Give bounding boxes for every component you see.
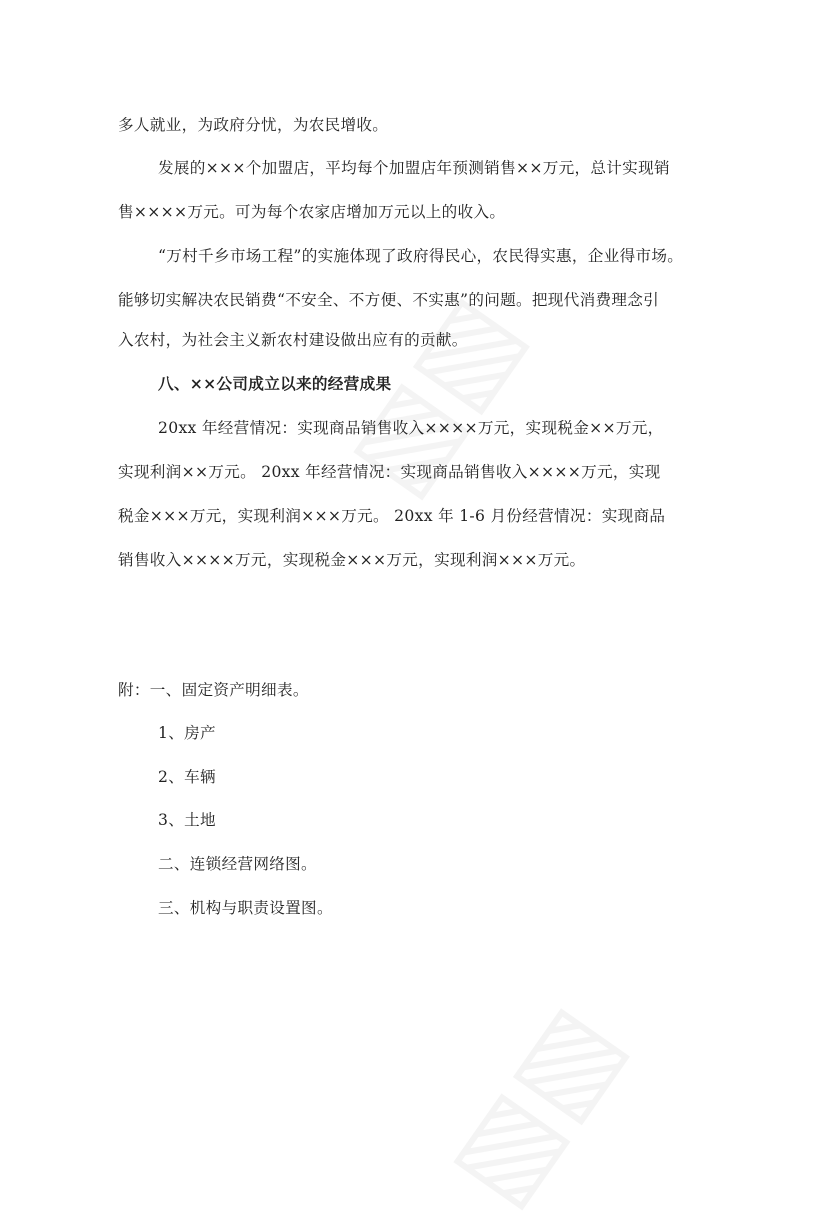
paragraph-line: 能够切实解决农民销费“不安全、不方便、不实惠”的问题。把现代消费理念引 xyxy=(118,291,660,309)
appendix-title: 附：一、固定资产明细表。 xyxy=(118,681,309,699)
appendix-item: 3、土地 xyxy=(158,811,216,829)
appendix-item: 二、连锁经营网络图。 xyxy=(158,855,317,873)
appendix-item: 1、房产 xyxy=(158,724,216,742)
paragraph-line: “万村千乡市场工程”的实施体现了政府得民心，农民得实惠，企业得市场。 xyxy=(158,247,684,265)
appendix-item: 2、车辆 xyxy=(158,768,216,786)
paragraph-line: 入农村，为社会主义新农村建设做出应有的贡献。 xyxy=(118,331,468,349)
section-heading: 八、××公司成立以来的经营成果 xyxy=(158,374,392,393)
paragraph-line: 实现利润××万元。 20xx 年经营情况：实现商品销售收入××××万元，实现 xyxy=(118,463,661,481)
paragraph-line: 发展的×××个加盟店，平均每个加盟店年预测销售××万元，总计实现销 xyxy=(158,159,670,177)
appendix-item: 三、机构与职责设置图。 xyxy=(158,899,333,917)
paragraph-line: 20xx 年经营情况：实现商品销售收入××××万元，实现税金××万元， xyxy=(158,419,664,437)
watermark xyxy=(422,982,646,1226)
paragraph-line: 售××××万元。可为每个农家店增加万元以上的收入。 xyxy=(118,203,506,221)
paragraph-line: 税金×××万元，实现利润×××万元。 20xx 年 1-6 月份经营情况：实现商品 xyxy=(118,507,666,525)
paragraph-line: 多人就业，为政府分忧，为农民增收。 xyxy=(118,116,389,134)
paragraph-line: 销售收入××××万元，实现税金×××万元，实现利润×××万元。 xyxy=(118,551,586,569)
